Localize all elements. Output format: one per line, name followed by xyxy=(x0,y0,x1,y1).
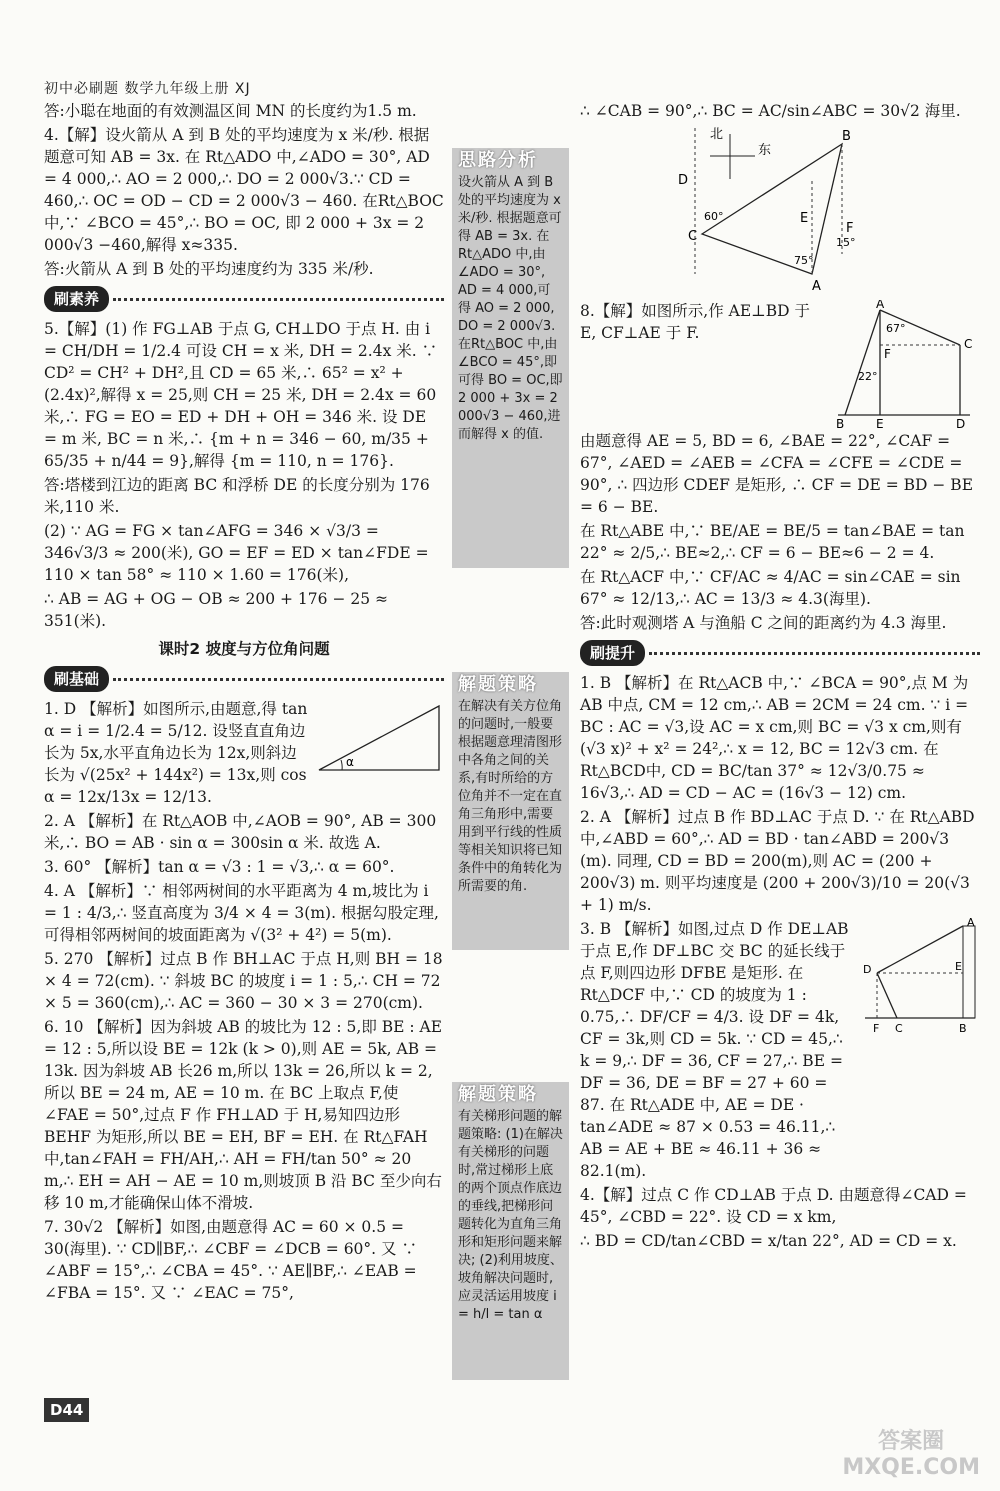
note-title: 解题策略 xyxy=(458,1084,538,1105)
question-5: 5. 270 【解析】过点 B 作 BH⊥AC 于点 H,则 BH = 18 × 4 = 72(cm). ∵ 斜坡 BC 的坡度 i = 1 : 5,∴ CH = 72 × 5 = 360(cm),∴ AC = 360 − 30 × 3 = 270(cm). xyxy=(44,950,443,1012)
right-column xyxy=(580,100,980,1254)
section-header xyxy=(580,640,980,666)
solution-8-body: 由题意得 AE = 5, BD = 6, ∠BAE = 22°, ∠CAF = 67°, ∠AED = ∠AEB = ∠CFA = ∠CFE = ∠CDE = 90°, ∴ 四边形 CDEF 是矩形, ∴ CF = DE = BD − BE = 6 − BE. xyxy=(580,432,974,516)
question-3: 3. 60° 【解析】tan α = √3 : 1 = √3,∴ α = 60°. xyxy=(44,858,395,876)
note-title: 解题策略 xyxy=(458,674,538,695)
note-text: 有关梯形问题的解题策略: (1)在解决有关梯形的问题时,常过梯形上底的两个顶点作底边的垂线,把梯形问题转化为直角三角形和矩形问题来解决; (2)利用坡度、坡角解决问题时,应灵活运用坡度 i = h/l = tan α xyxy=(458,1109,563,1322)
improve-1: 1. B 【解析】在 Rt△ACB 中,∵ ∠BCA = 90°,点 M 为 AB 中点, CM = 12 cm,∴ AB = 2CM = 24 cm. ∵ i = BC : AC = √3,设 AC = x cm,则 BC = √3 x cm,则有 (√3 x)² + x² = 24²,∴ x = 12, BC = 12√3 cm. 在 Rt△BCD中, CD = BC/tan 37° ≈ 12√3/0.75 ≈ 16√3,∴ AD = CD − AC = (16√3 − 12) cm. xyxy=(580,674,969,802)
question-6: 6. 10 【解析】因为斜坡 AB 的坡比为 12 : 5,即 BE : AE = 12 : 5,所以设 BE = 12k (k > 0),则 AE = 5k, AB = 13k. 因为斜坡 AB 长26 m,所以 13k = 26,所以 k = 2,所以 BE = 24 m, AE = 10 m. 在 BC 上取点 F,使 ∠FAE = 50°,过点 F 作 FH⊥AD 于 H,易知四边形 BEHF 为矩形,所以 BE = EH, BF = EH. 在 Rt△FAH 中,tan∠FAH = FH/AH,∴ AH = FH/tan 50° ≈ 20 m,∴ EH = AH − AE = 10 m,则坡顶 B 沿 BC 至少向右移 10 m,才能确保山体不滑坡. xyxy=(44,1018,443,1212)
building-slope-figure xyxy=(855,918,980,1038)
label-E: E xyxy=(955,960,962,973)
solution-8-acf: 在 Rt△ACF 中,∵ CF/AC ≈ 4/AC = sin∠CAE = sin 67° ≈ 12/13,∴ AC = 13/3 ≈ 4.3(海里). xyxy=(580,568,961,608)
solution-8-intro: 8.【解】如图所示,作 AE⊥BD 于 E, CF⊥AE 于 F. xyxy=(580,302,810,342)
watermark-line1: 答案圈 xyxy=(878,1429,945,1454)
angle-75: 75° xyxy=(794,254,814,267)
east-label: 东 xyxy=(758,143,772,158)
alpha-label: α xyxy=(346,755,354,769)
label-A: A xyxy=(812,279,821,294)
note-title: 思路分析 xyxy=(458,150,538,171)
question-7: 7. 30√2 【解析】如图,由题意得 AC = 60 × 0.5 = 30(海里). ∵ CD∥BF,∴ ∠CBF = ∠DCB = 60°. 又 ∵ ∠ABF = 15°,∴ ∠CBA = 45°. ∵ AE∥BF,∴ ∠EAB = ∠FBA = 15°. 又 ∵ ∠EAC = 75°, xyxy=(44,1218,417,1302)
page-number: D44 xyxy=(44,1398,89,1422)
label-C: C xyxy=(964,337,973,351)
north-label: 北 xyxy=(710,127,724,142)
angle-22: 22° xyxy=(858,370,878,383)
label-F: F xyxy=(873,1022,880,1035)
answer-text: 答:小聪在地面的有效测温区间 MN 的长度约为1.5 m. xyxy=(44,102,417,120)
label-B: B xyxy=(842,129,851,144)
improve-4: 4.【解】过点 C 作 CD⊥AB 于点 D. 由题意得∠CAD = 45°, ∠CBD = 22°. 设 CD = x km, xyxy=(580,1186,967,1226)
question-2: 2. A 【解析】在 Rt△AOB 中,∠AOB = 90°, AB = 300 米,∴ BO = AB · sin α = 300sin α 米. 故选 A. xyxy=(44,812,437,852)
label-C: C xyxy=(895,1022,903,1035)
improve-4-bd: ∴ BD = CD/tan∠CBD = x/tan 22°, AD = CD = x. xyxy=(580,1232,957,1250)
improve-3: 3. B 【解析】如图,过点 D 作 DE⊥AB 于点 E,作 DF⊥BC 交 BC 的延长线于点 F,则四边形 DFBE 是矩形. 在 Rt△DCF 中,∵ CD 的坡度为 1 : 0.75,∴ DF/CF = 4/3. 设 DF = 4k, CF = 3k,则 CD = 5k. ∵ CD = 45,∴ k = 9,∴ DF = 36, CF = 27,∴ BE = DF = 36, DE = BF = 27 + 60 = 87. 在 Rt△ADE 中, AE = DE · tan∠ADE ≈ 87 × 0.53 = 46.11,∴ AB = AE + BE ≈ 46.11 + 36 ≈ 82.1(m). xyxy=(580,920,849,1180)
label-C: C xyxy=(688,229,698,244)
watermark-line2: MXQE.COM xyxy=(842,1455,980,1480)
label-F: F xyxy=(884,347,891,361)
section-header xyxy=(44,286,444,312)
answer-text: 答:此时观测塔 A 与渔船 C 之间的距离约为 4.3 海里. xyxy=(580,614,947,632)
solution-7-end: ∴ ∠CAB = 90°,∴ BC = AC/sin∠ABC = 30√2 海里. xyxy=(580,102,961,120)
answer-text: 答:火箭从 A 到 B 处的平均速度约为 335 米/秒. xyxy=(44,260,374,278)
question-1: 1. D 【解析】如图所示,由题意,得 tan α = i = 1/2.4 = 5/12. 设竖直直角边长为 5x,水平直角边长为 12x,则斜边长为 √(25x² + 144x²) = 13x,则 cos α = 12x/13x = 12/13. xyxy=(44,700,308,806)
question-4: 4. A 【解析】∵ 相邻两树间的水平距离为 4 m,坡比为 i = 1 : 4/3,∴ 竖直高度为 3/4 × 4 = 3(m). 根据勾股定理,可得相邻两树间的坡面距离为 √(3² + 4²) = 5(m). xyxy=(44,882,439,944)
watermark-logo xyxy=(842,1429,980,1481)
note-box-strategy-2 xyxy=(452,1082,569,1380)
label-F: F xyxy=(846,221,854,236)
improve-3-block xyxy=(580,918,980,1184)
solution-4: 4.【解】设火箭从 A 到 B 处的平均速度为 x 米/秒. 根据题意可知 AB = 3x. 在 Rt△ADO 中,∠ADO = 30°, AD = 4 000,∴ AO = 2 000,∴ DO = 2 000√3.∵ CD = 460,∴ OC = OD − CD = 2 000√3 − 460. 在Rt△BOC中,∵ ∠BCO = 45°,∴ BO = OC, 即 2 000 + 3x = 2 000√3 −460,解得 x≈335. xyxy=(44,126,444,254)
note-box-analysis xyxy=(452,148,569,568)
angle-67: 67° xyxy=(886,322,906,335)
q1-block xyxy=(44,698,444,810)
improve-2: 2. A 【解析】过点 B 作 BD⊥AC 于点 D. ∵ 在 Rt△ABD 中,∠ABD = 60°,∴ AD = BD · tan∠ABD = 200√3 (m). 同理, CD = BD = 200(m),则 AC = (200 + 200√3) m. 则平均速度是 (200 + 200√3)/10 = 20(√3 + 1) m/s. xyxy=(580,808,975,914)
solution-8-abe: 在 Rt△ABE 中,∵ BE/AE = BE/5 = tan∠BAE = tan 22° ≈ 2/5,∴ BE≈2,∴ CF = 6 − BE≈6 − 2 = 4. xyxy=(580,522,965,562)
note-box-strategy xyxy=(452,672,569,950)
solution-5-2: (2) ∵ AG = FG × tan∠AFG = 346 × √3/3 = 346√3/3 ≈ 200(米), GO = EF = ED × tan∠FDE = 110 × tan 58° ≈ 110 × 1.60 = 176(米), xyxy=(44,522,429,584)
label-D: D xyxy=(956,417,966,430)
tower-boat-figure xyxy=(830,300,980,430)
section-tag: 刷基础 xyxy=(44,666,109,692)
running-header: 初中必刷题 数学九年级上册 XJ xyxy=(44,81,251,97)
left-column xyxy=(44,100,444,1306)
lesson-title: 课时2 坡度与方位角问题 xyxy=(158,640,330,658)
label-B: B xyxy=(959,1022,967,1035)
section-tag: 刷素养 xyxy=(44,286,109,312)
q8-block xyxy=(580,300,980,430)
section-header xyxy=(44,666,444,692)
angle-15: 15° xyxy=(836,236,856,249)
answer-text: 答:塔楼到江边的距离 BC 和浮桥 DE 的长度分别为 176 米,110 米. xyxy=(44,476,430,516)
navigation-figure xyxy=(580,124,860,294)
solution-5-2-result: ∴ AB = AG + OG − OB ≈ 200 + 176 − 25 ≈ 351(米). xyxy=(44,590,388,630)
note-text: 设火箭从 A 到 B 处的平均速度为 x 米/秒. 根据题意可得 AB = 3x. 在 Rt△ADO 中,由 ∠ADO = 30°, AD = 4 000,可得 AO = 2 000, DO = 2 000√3. 在Rt△BOC 中,由 ∠BCO = 45°,即可得 BO = OC,即 2 000 + 3x = 2 000√3 − 460,进而解得 x 的值. xyxy=(458,175,563,442)
label-A: A xyxy=(876,300,885,311)
slope-triangle-figure xyxy=(314,698,444,778)
label-D: D xyxy=(863,963,872,976)
angle-60: 60° xyxy=(704,210,724,223)
label-B: B xyxy=(836,417,845,430)
label-E: E xyxy=(876,417,884,430)
solution-5-1: 5.【解】(1) 作 FG⊥AB 于点 G, CH⊥DO 于点 H. 由 i = CH/DH = 1/2.4 可设 CH = x 米, DH = 2.4x 米. ∵ CD² = CH² + DH²,且 CD = 65 米,∴ 65² = x² + (2.4x)²,解得 x = 25,则 CH = 25 米, DH = 2.4x = 60 米,∴ FG = EO = ED + DH + OH = 346 米. 设 DE = m 米, BC = n 米,∴ {m + n = 346 − 60, m/35 + 65/35 + n/44 = 9},解得 {m = 110, n = 176}. xyxy=(44,320,438,470)
section-tag: 刷提升 xyxy=(580,640,645,666)
label-A: A xyxy=(967,918,975,929)
label-D: D xyxy=(678,173,689,188)
note-text: 在解决有关方位角的问题时,一般要根据题意理清图形中各角之间的关系,有时所给的方位角并不一定在直角三角形中,需要用到平行线的性质等相关知识将已知条件中的角转化为所需要的角. xyxy=(458,699,563,894)
label-E: E xyxy=(800,211,809,226)
